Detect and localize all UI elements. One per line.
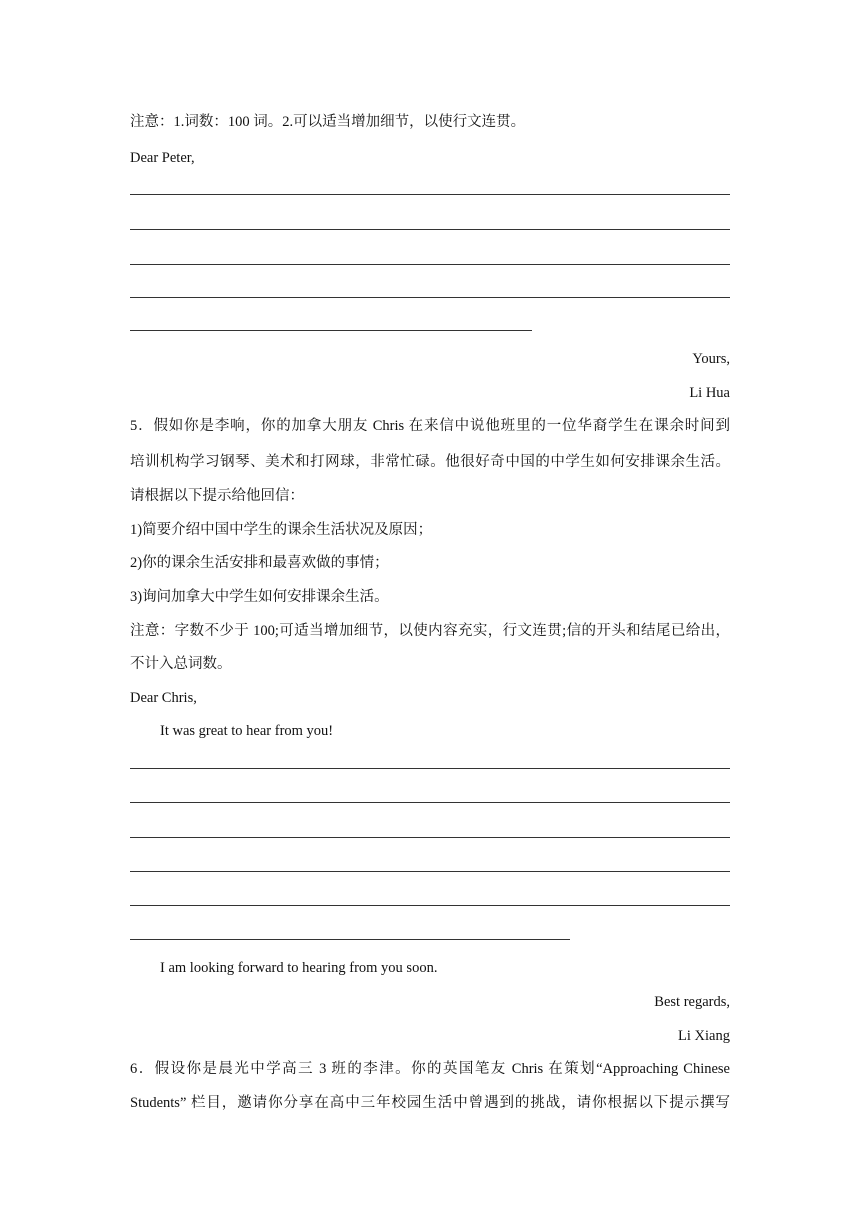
q4-salutation: Dear Peter, (130, 150, 195, 166)
q5-opening: It was great to hear from you! (160, 723, 334, 739)
q6-prompt-line: Students” 栏目，邀请你分享在高中三年校园生活中曾遇到的挑战，请你根据以下提示撰写 (130, 1095, 730, 1111)
q5-point-1: 1)简要介绍中国中学生的课余生活状况及原因； (130, 522, 433, 538)
q5-note-line: 注意：字数不少于 100;可适当增加细节，以使内容充实，行文连贯;信的开头和结尾已给出， (130, 623, 730, 639)
writing-line[interactable] (130, 194, 730, 195)
q5-prompt-line: 培训机构学习钢琴、美术和打网球，非常忙碌。他很好奇中国的中学生如何安排课余生活。 (130, 454, 730, 470)
q5-signature: Li Xiang (678, 1028, 730, 1044)
writing-line[interactable] (130, 837, 730, 838)
q4-signature: Li Hua (689, 385, 730, 401)
q5-note-line: 不计入总词数。 (130, 656, 232, 672)
q5-salutation: Dear Chris, (130, 690, 197, 706)
writing-line[interactable] (130, 802, 730, 803)
q4-closing: Yours, (692, 351, 730, 367)
writing-line[interactable] (130, 768, 730, 769)
q6-prompt-line: 6．假设你是晨光中学高三 3 班的李津。你的英国笔友 Chris 在策划“Approaching Chinese (130, 1061, 730, 1077)
writing-line[interactable] (130, 264, 730, 265)
q5-ending: I am looking forward to hearing from you soon. (160, 960, 438, 976)
writing-line[interactable] (130, 229, 730, 230)
q5-closing: Best regards, (654, 994, 730, 1010)
writing-line[interactable] (130, 905, 730, 906)
writing-line[interactable] (130, 871, 730, 872)
q5-prompt-line: 请根据以下提示给他回信： (130, 488, 304, 504)
q5-point-2: 2)你的课余生活安排和最喜欢做的事情； (130, 555, 389, 571)
q5-prompt-line: 5．假如你是李响，你的加拿大朋友 Chris 在来信中说他班里的一位华裔学生在课余时间到 (130, 418, 730, 434)
writing-line-short[interactable] (130, 939, 570, 940)
writing-line-short[interactable] (130, 330, 532, 331)
q5-point-3: 3)询问加拿大中学生如何安排课余生活。 (130, 589, 389, 605)
q4-note: 注意：1.词数：100 词。2.可以适当增加细节，以使行文连贯。 (130, 114, 526, 130)
writing-line[interactable] (130, 297, 730, 298)
